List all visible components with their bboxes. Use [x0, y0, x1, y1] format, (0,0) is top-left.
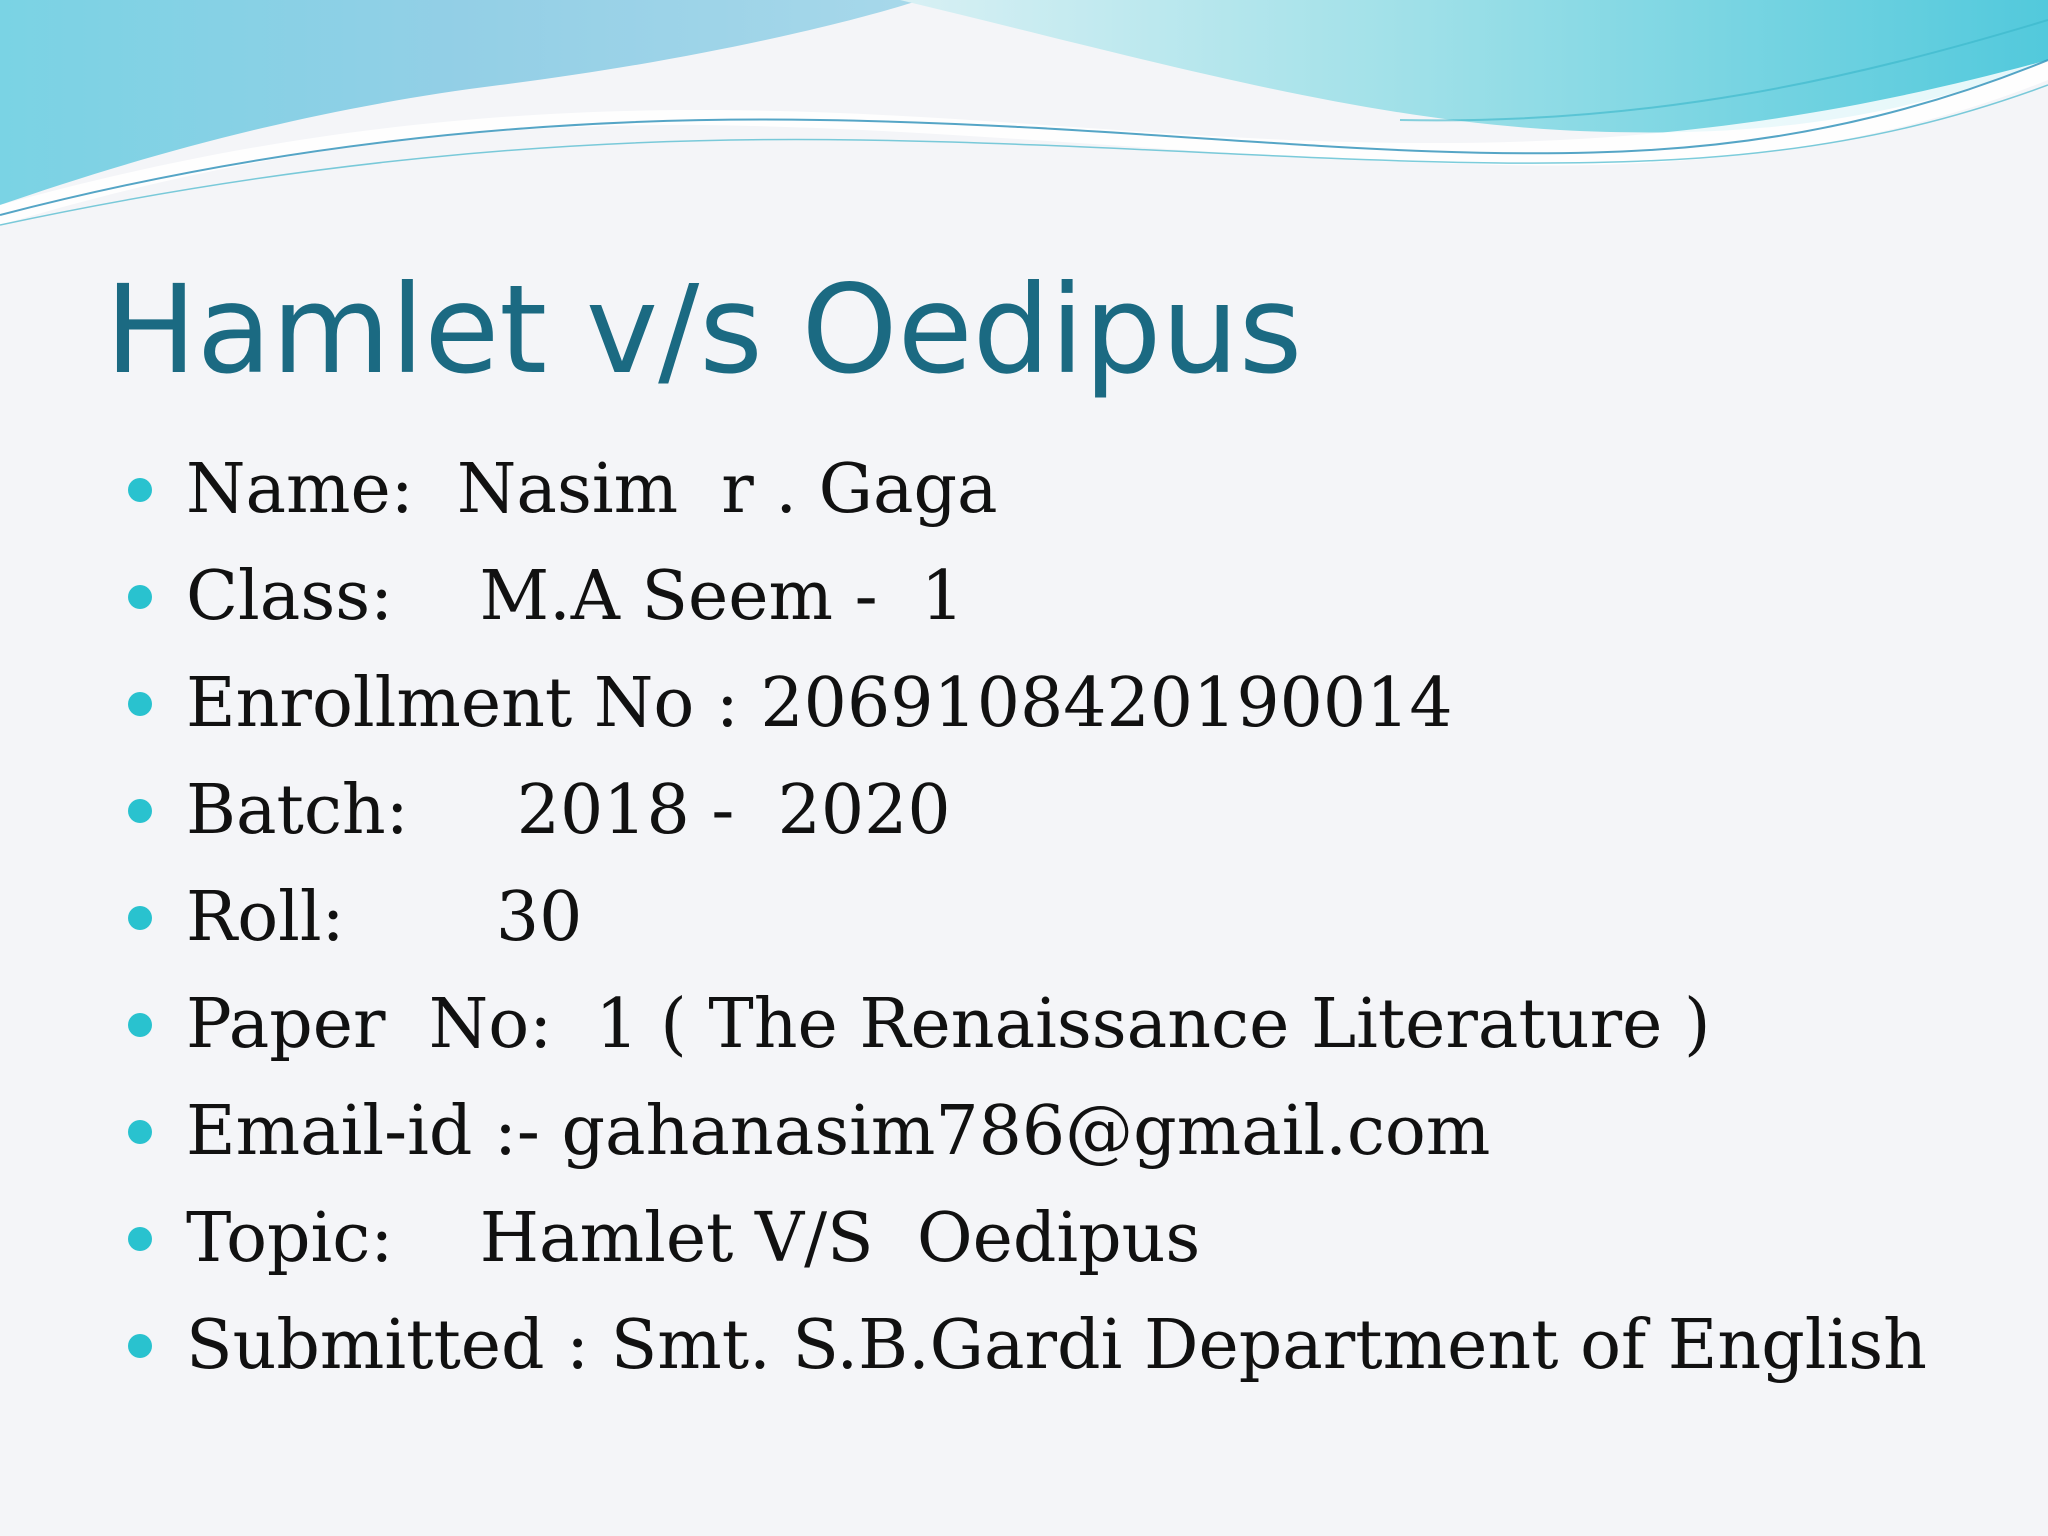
bullet-list — [128, 436, 1927, 1399]
bullet-item-enrollment — [128, 650, 1453, 757]
bullet-icon — [128, 1120, 152, 1144]
bullet-icon — [128, 1227, 152, 1251]
bullet-item-class — [128, 543, 965, 650]
bullet-text: Topic: Hamlet V/S Oedipus — [186, 1199, 1201, 1278]
bullet-item-batch — [128, 757, 951, 864]
bullet-item-topic — [128, 1185, 1201, 1292]
bullet-icon — [128, 799, 152, 823]
bullet-text: Class: M.A Seem - 1 — [186, 557, 965, 636]
bullet-item-name — [128, 436, 998, 543]
bullet-icon — [128, 906, 152, 930]
bullet-text: Email-id :- gahanasim786@gmail.com — [186, 1092, 1491, 1171]
bullet-text: Roll: 30 — [186, 878, 583, 957]
slide-title: Hamlet v/s Oedipus — [105, 259, 1303, 401]
bullet-icon — [128, 1334, 152, 1358]
bullet-icon — [128, 1013, 152, 1037]
bullet-text: Batch: 2018 - 2020 — [186, 771, 951, 850]
bullet-icon — [128, 585, 152, 609]
bullet-text: Enrollment No : 2069108420190014 — [186, 664, 1453, 743]
bullet-text: Submitted : Smt. S.B.Gardi Department of English — [186, 1306, 1927, 1385]
bullet-item-paper — [128, 971, 1711, 1078]
bullet-icon — [128, 478, 152, 502]
bullet-text: Paper No: 1 ( The Renaissance Literature ) — [186, 985, 1711, 1064]
bullet-item-roll — [128, 864, 583, 971]
bullet-icon — [128, 692, 152, 716]
bullet-text: Name: Nasim r . Gaga — [186, 450, 998, 529]
decorative-wave-header — [0, 0, 2048, 240]
bullet-item-email — [128, 1078, 1491, 1185]
bullet-item-submitted — [128, 1292, 1927, 1399]
